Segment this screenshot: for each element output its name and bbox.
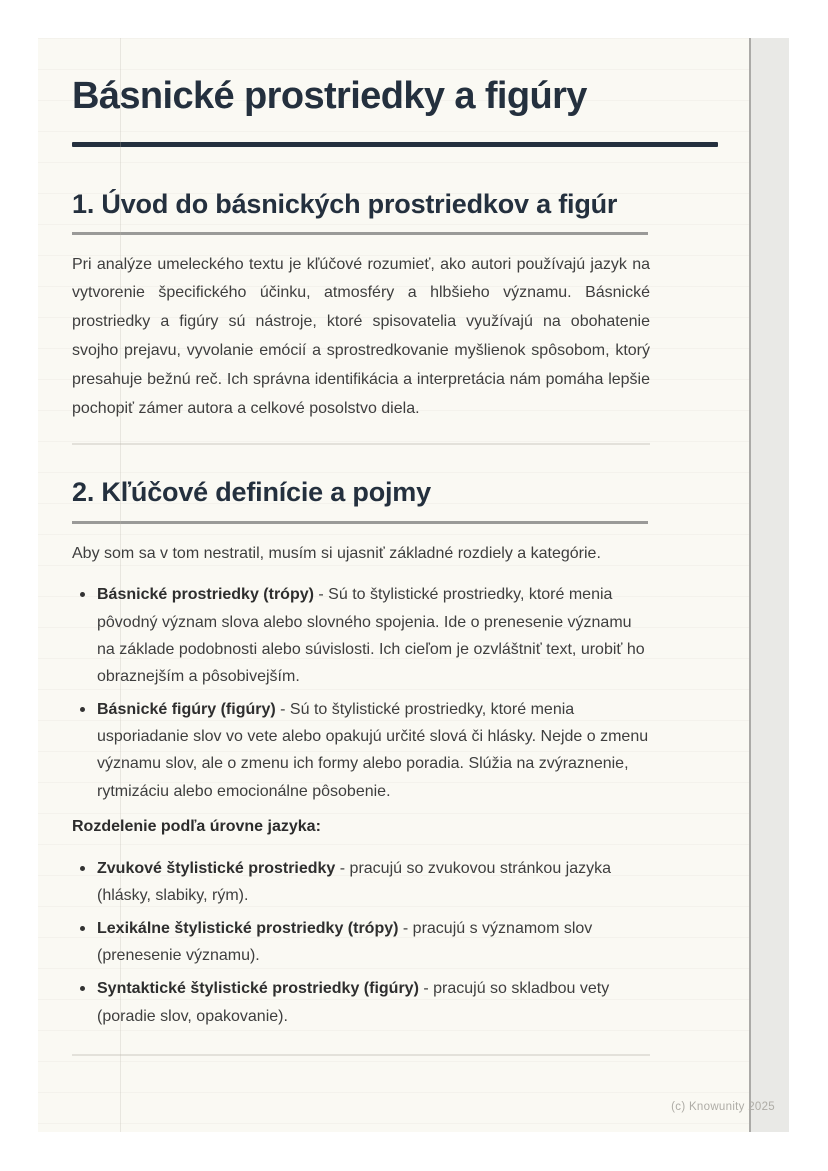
title-divider [72, 142, 718, 147]
document-page [38, 38, 749, 1132]
definition-term: Básnické prostriedky (trópy) [97, 586, 314, 604]
language-levels-list [72, 855, 650, 1030]
copyright-text: (c) Knowunity 2025 [671, 1101, 775, 1113]
level-description: pracujú so skladbou vety (poradie slov, opakovanie). [97, 980, 610, 1025]
term-separator: - [398, 920, 413, 938]
section-2-intro: Aby som sa v tom nestratil, musím si ujasniť základné rozdiely a kategórie. [72, 544, 601, 562]
term-separator: - [335, 859, 350, 877]
section-2-underline [72, 521, 648, 524]
section-divider [72, 443, 650, 445]
level-term: Zvukové štylistické prostriedky [97, 859, 336, 877]
term-separator: - [313, 586, 329, 604]
subheading-language-levels: Rozdelenie podľa úrovne jazyka: [72, 817, 321, 835]
page-title: Básnické prostriedky a figúry [72, 75, 587, 117]
list-item [72, 696, 650, 805]
section-introduction [72, 187, 718, 446]
list-item [72, 855, 650, 909]
definition-description: Sú to štylistické prostriedky, ktoré menia pôvodný význam slova alebo slovného spojenia. Ide o prenesenie významu na základe podobnosti alebo súvislosti. Ich cieľom je ozvláštniť text, urobiť ho obraznejším a pôsobivejším. [97, 586, 645, 685]
section-2-heading: 2. Kľúčové definície a pojmy [72, 477, 431, 508]
definitions-list [72, 581, 650, 805]
section-1-heading: 1. Úvod do básnických prostriedkov a figúr [72, 188, 618, 219]
list-item [72, 915, 650, 969]
page-edge-strip [749, 38, 789, 1132]
list-item [72, 581, 650, 690]
section-divider [72, 1054, 650, 1056]
section-1-paragraph: Pri analýze umeleckého textu je kľúčové rozumieť, ako autori používajú jazyk na vytvorenie špecifického účinku, atmosféry a hlbšieho významu. Básnické prostriedky a figúry sú nástroje, ktoré spisovatelia využívajú na obohatenie svojho prejavu, vyvolanie emócií a sprostredkovanie myšlienok spôsobom, ktorý presahuje bežnú reč. Ich správna identifikácia a interpretácia nám pomáha lepšie pochopiť zámer autora a celkové posolstvo diela. [72, 255, 650, 417]
section-1-underline [72, 232, 648, 235]
term-separator: - [418, 980, 434, 998]
section-definitions [72, 475, 718, 1055]
level-description: pracujú s významom slov (prenesenie významu). [97, 920, 593, 965]
list-item [72, 975, 650, 1029]
level-term: Lexikálne štylistické prostriedky (trópy) [97, 920, 399, 938]
level-description: pracujú so zvukovou stránkou jazyka (hlásky, slabiky, rým). [97, 859, 612, 904]
definition-description: Sú to štylistické prostriedky, ktoré menia usporiadanie slov vo vete alebo opakujú určité slová či hlásky. Nejde o zmenu významu slov, ale o zmenu ich formy alebo poradia. Slúžia na zvýraznenie, rytmizáciu alebo emocionálne pôsobenie. [97, 701, 649, 800]
definition-term: Básnické figúry (figúry) [97, 701, 276, 719]
level-term: Syntaktické štylistické prostriedky (figúry) [97, 980, 419, 998]
term-separator: - [275, 701, 290, 719]
